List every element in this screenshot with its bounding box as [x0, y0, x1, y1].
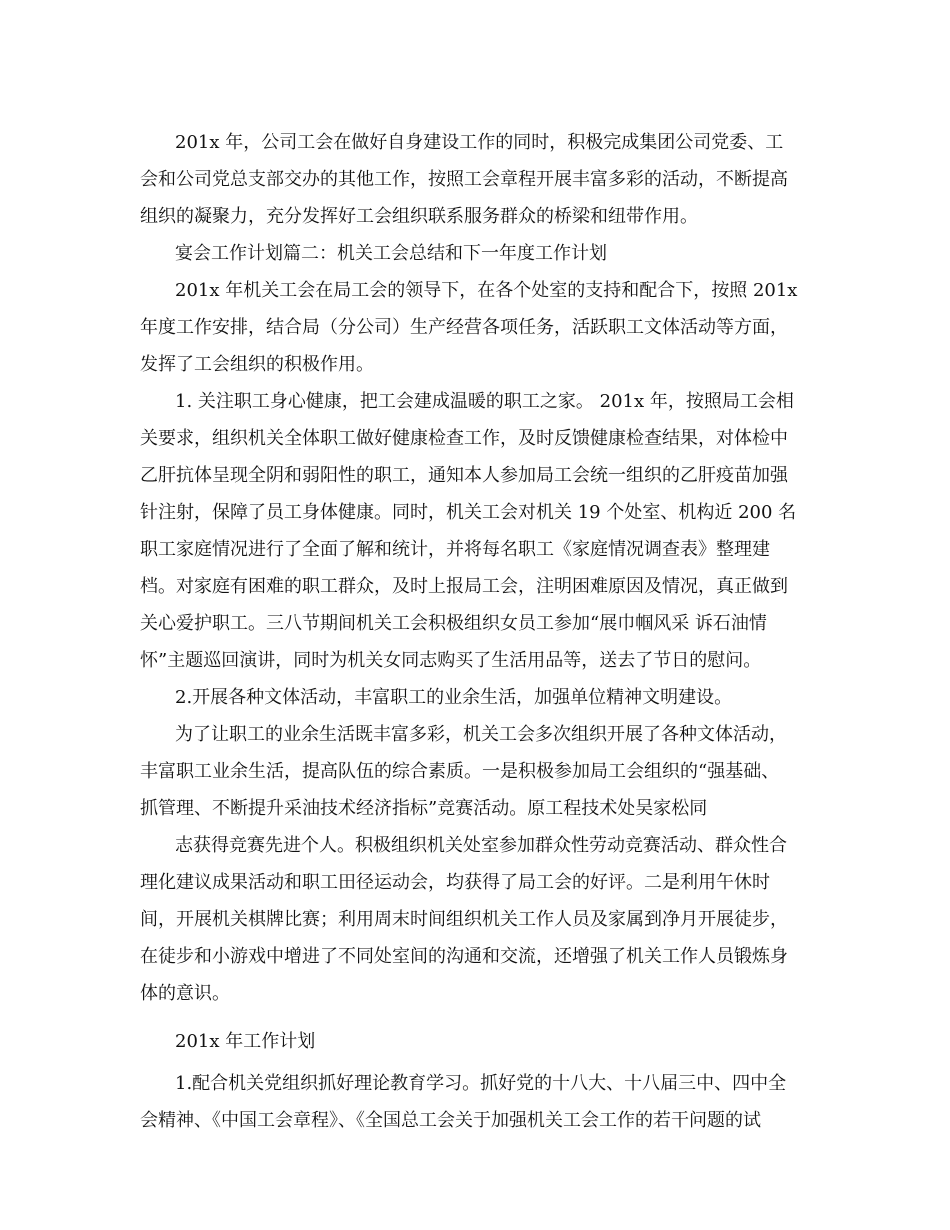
text-line: 档。对家庭有困难的职工群众，及时上报局工会，注明困难原因及情况，真正做到 — [140, 576, 788, 597]
text-line: 会精神、《中国工会章程》、《全国总工会关于加强机关工会工作的若干问题的试 — [140, 1110, 761, 1131]
text-line: 会和公司党总支部交办的其他工作，按照工会章程开展丰富多彩的活动，不断提高 — [140, 169, 788, 190]
text-line: 发挥了工会组织的积极作用。 — [140, 354, 374, 375]
text-line: 年度工作安排，结合局（分公司）生产经营各项任务，活跃职工文体活动等方面， — [140, 317, 788, 338]
text-line: 1. 关注职工身心健康，把工会建成温暖的职工之家。 201x 年，按照局工会相 — [175, 391, 794, 412]
text-line: 抓管理、不断提升采油技术经济指标”竞赛活动。原工程技术处吴家松同 — [140, 798, 708, 819]
text-line: 1.配合机关党组织抓好理论教育学习。抓好党的十八大、十八届三中、四中全 — [175, 1073, 787, 1094]
text-line: 针注射，保障了员工身体健康。同时，机关工会对机关 19 个处室、机构近 200 名 — [140, 502, 797, 523]
text-line: 体的意识。 — [140, 983, 230, 1004]
text-line: 职工家庭情况进行了全面了解和统计，并将每名职工《家庭情况调查表》整理建 — [140, 539, 770, 560]
text-line: 201x 年，公司工会在做好自身建设工作的同时，积极完成集团公司党委、工 — [175, 132, 784, 153]
text-line: 为了让职工的业余生活既丰富多彩，机关工会多次组织开展了各种文体活动， — [175, 724, 787, 745]
text-line: 怀”主题巡回演讲，同时为机关女同志购买了生活用品等，送去了节日的慰问。 — [140, 650, 762, 671]
text-line: 志获得竞赛先进个人。积极组织机关处室参加群众性劳动竞赛活动、群众性合 — [175, 835, 787, 856]
text-line: 201x 年工作计划 — [175, 1031, 316, 1052]
text-line: 宴会工作计划篇二：机关工会总结和下一年度工作计划 — [175, 243, 607, 264]
text-line: 2.开展各种文体活动，丰富职工的业余生活，加强单位精神文明建设。 — [175, 687, 733, 708]
text-line: 组织的凝聚力，充分发挥好工会组织联系服务群众的桥梁和纽带作用。 — [140, 206, 698, 227]
text-line: 间，开展机关棋牌比赛；利用周末时间组织机关工作人员及家属到净月开展徒步， — [140, 909, 788, 930]
text-line: 关心爱护职工。三八节期间机关工会积极组织女员工参加“展巾帼风采 诉石油情 — [140, 613, 767, 634]
text-line: 在徒步和小游戏中增进了不同处室间的沟通和交流，还增强了机关工作人员锻炼身 — [140, 946, 788, 967]
text-line: 201x 年机关工会在局工会的领导下，在各个处室的支持和配合下，按照 201x — [175, 280, 798, 301]
text-line: 关要求，组织机关全体职工做好健康检查工作，及时反馈健康检查结果，对体检中 — [140, 428, 788, 449]
text-line: 乙肝抗体呈现全阴和弱阳性的职工，通知本人参加局工会统一组织的乙肝疫苗加强 — [140, 465, 788, 486]
text-line: 理化建议成果活动和职工田径运动会，均获得了局工会的好评。二是利用午休时 — [140, 872, 770, 893]
text-line: 丰富职工业余生活，提高队伍的综合素质。一是积极参加局工会组织的“强基础、 — [140, 761, 780, 782]
